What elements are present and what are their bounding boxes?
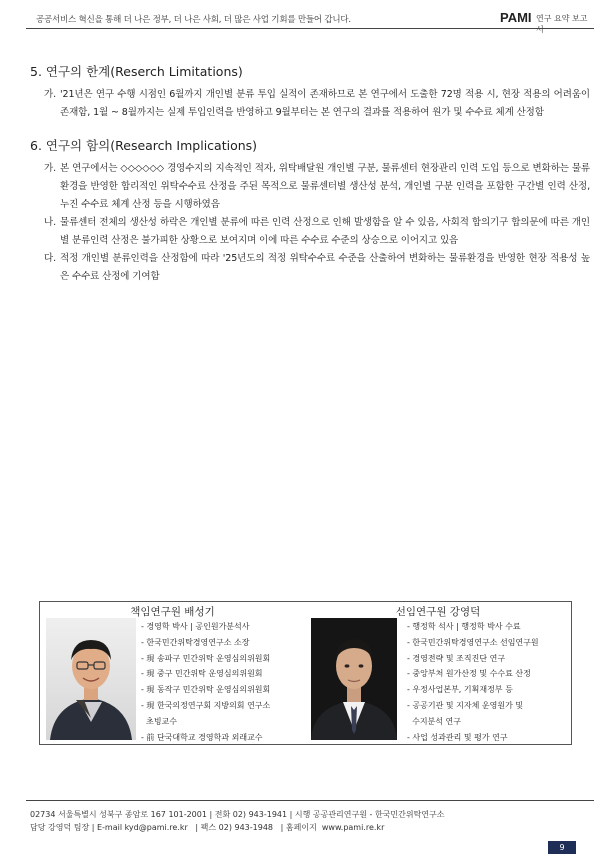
career-item: - 前 단국대학교 경영학과 외래교수 [141, 732, 263, 742]
career-item: - 경영전략 및 조직진단 연구 [407, 653, 506, 663]
researcher-photo-lead [46, 618, 136, 740]
profile-career-list [407, 619, 539, 745]
career-item: - 한국민간위탁경영연구소 선임연구원 [407, 637, 539, 647]
profile-title: 선임연구원 강영덕 [395, 606, 481, 618]
career-item: - 現 한국의정연구회 지방의회 연구소 [141, 700, 271, 710]
main-content [30, 62, 590, 286]
list-item [30, 86, 590, 122]
report-type: 연구 요약 보고서 [536, 14, 588, 34]
career-item: - 경영학 박사 | 공인원가분석사 [141, 622, 250, 631]
list-item [30, 214, 590, 250]
footer-divider [26, 800, 594, 801]
footer-address: 02734 서울특별시 성북구 종암로 167 101-2001 | 전화 02) 943-1941 | 시행 공공관리연구원 - 한국민간위탁연구소 [30, 810, 445, 819]
career-item: - 한국민간위탁경영연구소 소장 [141, 637, 250, 647]
page-header [26, 9, 594, 34]
header-divider [26, 28, 594, 29]
career-item: - 사업 성과관리 및 평가 연구 [407, 732, 508, 742]
item-marker: 다. [44, 253, 56, 264]
item-marker: 가. [44, 163, 56, 174]
pami-logo: PAMI [500, 10, 532, 25]
item-text: 적정 개인별 분류인력을 산정함에 따라 '25년도의 적정 위탁수수료 수준을 산출하여 변화하는 물류환경을 반영한 현장 적용성 높은 수수료 산정에 기여함 [60, 253, 590, 282]
item-text: '21년은 연구 수행 시점인 6월까지 개인별 분류 투입 실적이 존재하므로 본 연구에서 도출한 72명 적용 시, 현장 적용의 어려움이 존재함, 1월 ~ 8월까지는 실제 투입인력을 반영하고 9월부터는 본 연구의 결과를 적용하여 원가 및 수수료 체계 산정함 [60, 89, 590, 118]
career-item: 수지분석 연구 [407, 716, 461, 726]
footer-contact: 담당 강영덕 팀장 | E-mail kyd@pami.re.kr | 팩스 02) 943-1948 | 홈페이지 www.pami.re.kr [30, 823, 385, 832]
career-item: - 중앙부처 원가산정 및 수수료 산정 [407, 669, 531, 679]
profile-title: 책임연구원 배성기 [130, 606, 215, 618]
career-item: - 現 송파구 민간위탁 운영심의위원회 [141, 653, 271, 663]
career-item: - 現 동작구 민간위탁 운영심의위원회 [141, 685, 271, 695]
career-item: - 現 중구 민간위탁 운영심의위원회 [141, 669, 263, 679]
item-text: 본 연구에서는 ◇◇◇◇◇◇ 경영수지의 지속적인 적자, 위탁배달원 개인별 구분, 물류센터 현장관리 인력 도입 등으로 변화하는 물류 환경을 반영한 합리적인 위탁수수료 산정을 주된 목적으로 물류센터별 생산성 분석, 개인별 구분 인력을 포함한 구간별 인력 산정, 누진 수수료 체계 산정 등을 시행하였음 [60, 163, 590, 210]
item-text: 물류센터 전체의 생산성 하락은 개인별 분류에 따른 인력 산정으로 인해 발생함을 알 수 있음, 사회적 합의기구 합의문에 따른 개인별 분류인력 산정은 불가피한 상황으로 보여지며 이에 따른 수수료 수준의 상승으로 이어지고 있음 [60, 217, 590, 246]
profile-career-list [141, 619, 270, 745]
profile-lead-researcher [40, 602, 305, 744]
header-slogan: 공공서비스 혁신을 통해 더 나은 정부, 더 나은 사회, 더 많은 사업 기회를 만들어 갑니다. [36, 15, 351, 25]
page-footer [30, 808, 445, 834]
career-item: 초빙교수 [141, 716, 177, 726]
item-marker: 나. [44, 217, 56, 228]
profile-senior-researcher [305, 602, 571, 744]
section-title-implications: 6. 연구의 함의(Research Implications) [30, 138, 258, 153]
section-title-limitations: 5. 연구의 한계(Reserch Limitations) [30, 64, 243, 79]
researcher-profiles [39, 601, 572, 745]
list-item [30, 250, 590, 286]
page-number: 9 [548, 841, 576, 854]
career-item: - 공공기관 및 지자체 운영원가 및 [407, 700, 524, 710]
item-marker: 가. [44, 89, 56, 100]
list-item [30, 160, 590, 214]
career-item: - 행정학 석사 | 행정학 박사 수료 [407, 622, 521, 631]
researcher-photo-senior [311, 618, 397, 740]
career-item: - 우정사업본부, 기획재정부 등 [407, 685, 513, 695]
